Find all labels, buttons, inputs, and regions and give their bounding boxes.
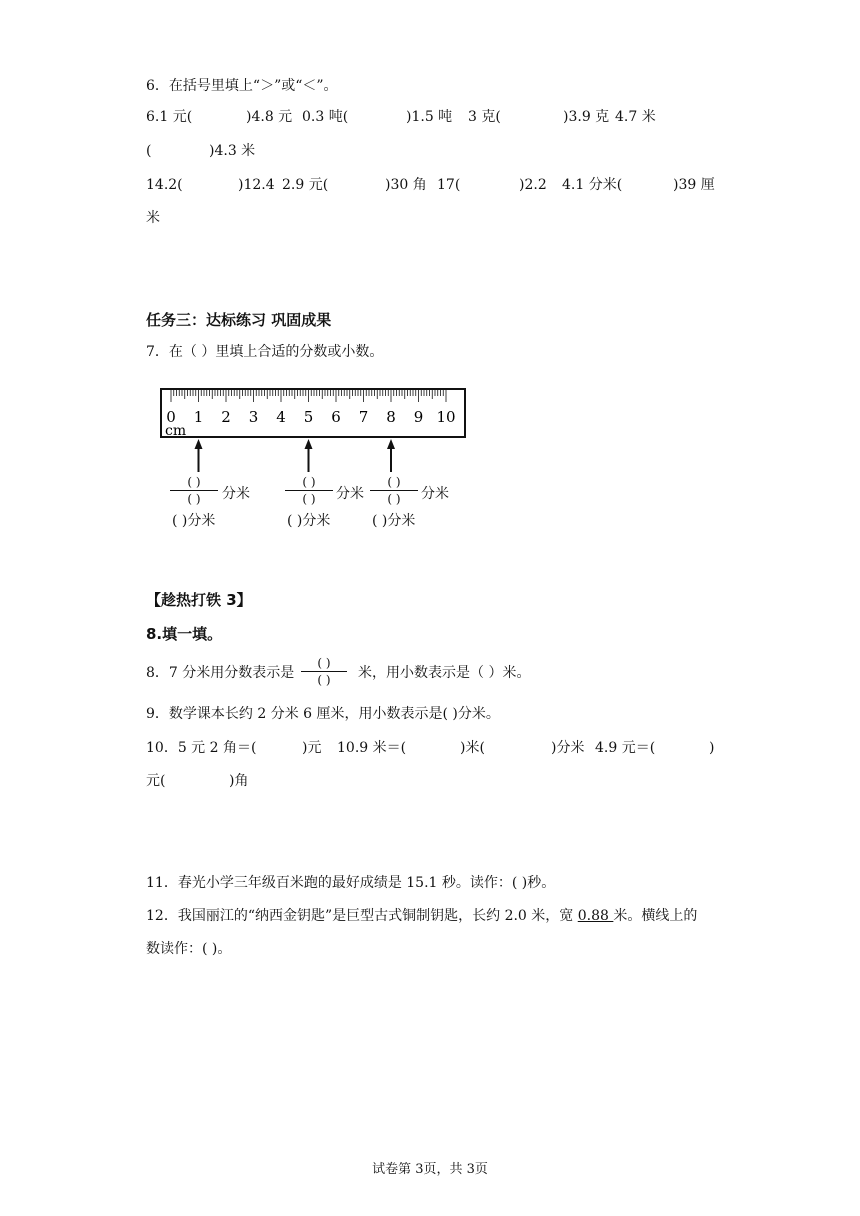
ruler-arrow (305, 439, 313, 472)
answer2-numerator: ( ) (302, 475, 316, 489)
q6-l3-b: )12.4 (238, 177, 275, 193)
q6-l1-c: 0.3 吨( (302, 109, 349, 125)
q6-l4: 米 (146, 210, 160, 226)
q6-l3-h: )39 厘 (673, 177, 715, 193)
answer3-fraction (370, 475, 418, 506)
q6-l1-g: 4.7 米 (615, 109, 656, 125)
answer1-denominator: ( ) (187, 492, 201, 506)
ruler-tick-label: 3 (248, 408, 259, 426)
q6-title: 6．在括号里填上“＞”或“＜”。 (146, 78, 338, 94)
answer3-numerator: ( ) (387, 475, 401, 489)
q7-prompt: 7．在（ ）里填上合适的分数或小数。 (146, 344, 384, 360)
answer3-decimal: ( )分米 (372, 513, 416, 529)
ruler-tick-label: 4 (276, 408, 286, 426)
q8-fraction (301, 656, 347, 687)
section3-heading: 【趁热打铁 3】 (146, 591, 252, 609)
task3-heading: 任务三：达标练习 巩固成果 (146, 311, 332, 329)
q6-l2-b: )4.3 米 (209, 143, 256, 159)
q6-l1-b: )4.8 元 (246, 109, 293, 125)
q8-denominator: ( ) (317, 673, 331, 687)
ruler-arrow (387, 439, 395, 472)
answer2-decimal: ( )分米 (287, 513, 331, 529)
q6-l3-c: 2.9 元( (282, 177, 329, 193)
q11-text: 11．春光小学三年级百米跑的最好成绩是 15.1 秒。读作：( )秒。 (146, 875, 556, 891)
q12-line2: 数读作：( )。 (146, 941, 232, 957)
answer2-fraction (285, 475, 333, 506)
q10-l2-b: )角 (229, 773, 249, 789)
q12-part2: 米。横线上的 (613, 908, 698, 924)
ruler-tick-label: 1 (193, 408, 204, 426)
q6-l1-f: )3.9 克 (563, 109, 610, 125)
page-footer: 试卷第 3页，共 3页 (372, 1162, 488, 1177)
q6-l3-g: 4.1 分米( (562, 177, 623, 193)
section3-sub: 8.填一填。 (146, 625, 223, 643)
ruler-arrow (195, 439, 203, 472)
q10-l2-a: 元( (146, 773, 166, 789)
q8-numerator: ( ) (317, 656, 331, 670)
answer1-fraction (170, 475, 218, 506)
answer2-denominator: ( ) (302, 492, 316, 506)
q10-l1-a: 10．5 元 2 角＝( (146, 740, 257, 756)
q6-l2-a: ( (146, 143, 152, 159)
q10-l1-b: )元 (302, 740, 322, 756)
q12-underlined-number: 0.88 (577, 908, 614, 924)
ruler-tick-label: 7 (358, 408, 369, 426)
answer1-decimal: ( )分米 (172, 513, 216, 529)
q10-l1-f: 4.9 元＝( (595, 740, 656, 756)
q10-l1-e: )分米 (551, 740, 585, 756)
ruler-unit: cm (165, 423, 187, 439)
q6-l3-a: 14.2( (146, 177, 183, 193)
q8-suffix: 米，用小数表示是（ ）米。 (358, 665, 531, 681)
q6-l1-e: 3 克( (468, 109, 501, 125)
q8-prefix: 8．7 分米用分数表示是 (146, 665, 295, 681)
q6-l1-d: )1.5 吨 (406, 109, 453, 125)
answer1-frac-unit: 分米 (222, 486, 250, 502)
q12-part1: 12．我国丽江的“纳西金钥匙”是巨型古式铜制钥匙，长约 2.0 米，宽 (146, 908, 578, 924)
answer2-frac-unit: 分米 (336, 486, 364, 502)
q6-l3-d: )30 角 (385, 177, 427, 193)
ruler-arrows (195, 439, 396, 472)
q10-l1-d: )米( (460, 740, 485, 756)
q10-l1-g: ) (709, 740, 715, 756)
q6-l3-e: 17( (437, 177, 461, 193)
ruler-tick-label: 0 (166, 408, 176, 426)
q10-l1-c: 10.9 米＝( (337, 740, 407, 756)
q12-line1 (146, 906, 697, 926)
ruler-tick-label: 6 (331, 408, 341, 426)
q6-l1-a: 6.1 元( (146, 109, 193, 125)
ruler-tick-label: 8 (386, 408, 396, 426)
ruler-tick-label: 10 (436, 408, 456, 426)
answer1-numerator: ( ) (187, 475, 201, 489)
q6-l3-f: )2.2 (519, 177, 547, 193)
ruler-tick-label: 2 (221, 408, 231, 426)
ruler-tick-label: 9 (413, 408, 424, 426)
answer3-denominator: ( ) (387, 492, 401, 506)
ruler-tick-label: 5 (303, 408, 314, 426)
answer3-frac-unit: 分米 (421, 486, 449, 502)
q9-text: 9．数学课本长约 2 分米 6 厘米，用小数表示是( )分米。 (146, 706, 500, 722)
